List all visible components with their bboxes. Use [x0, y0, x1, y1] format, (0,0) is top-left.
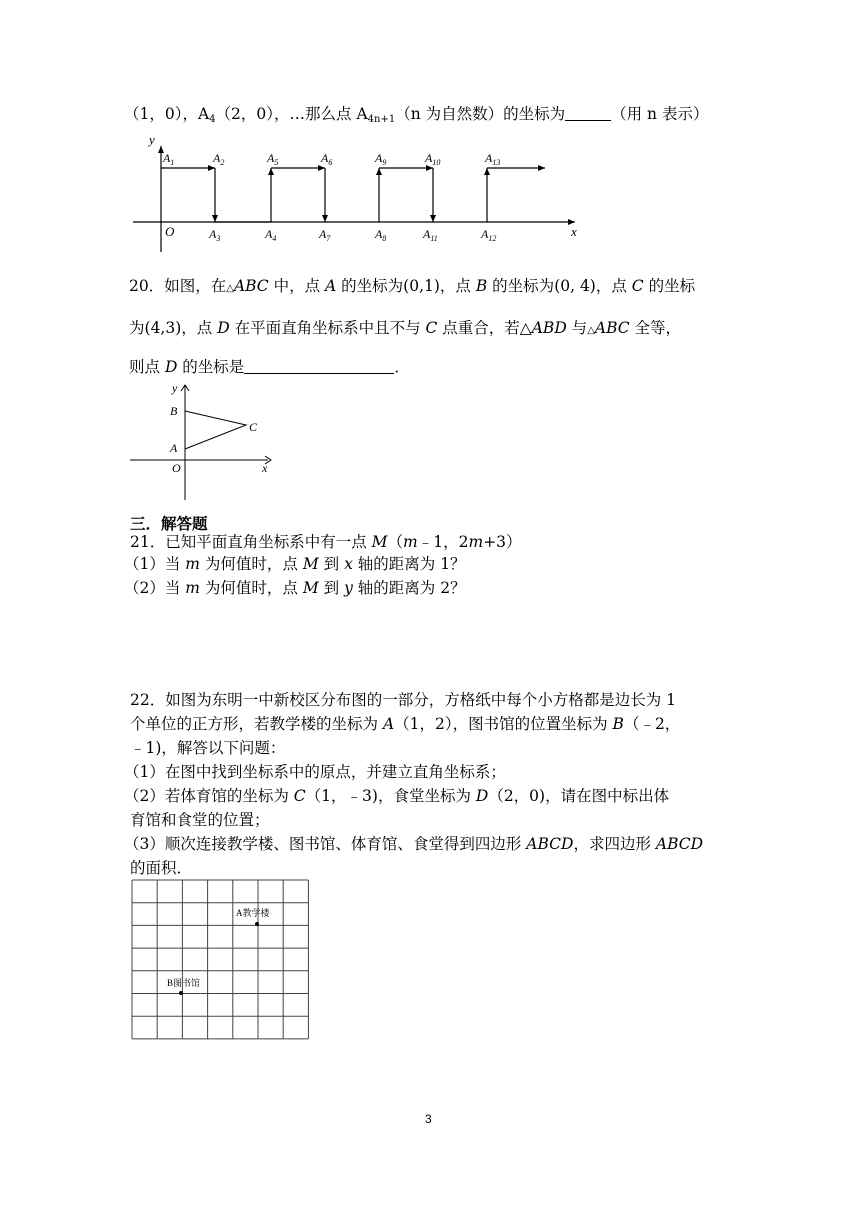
y-label: y [149, 132, 155, 147]
bottom-point-labels [208, 227, 496, 243]
q22-part2-cont: 育馆和食堂的位置； [130, 811, 270, 829]
bottom-point-label-4: $A_{11}$ [423, 227, 438, 243]
q20-line1: 20．如图，在△ABC 中，点 A 的坐标为(0,1)，点 B 的坐标为(0, 4)，点 C 的坐标 [129, 277, 696, 295]
page-number: 3 [425, 1112, 432, 1126]
top-point-labels [162, 151, 500, 167]
top-point-label-2: $A_5$ [267, 151, 279, 167]
q21-stem: 21．已知平面直角坐标系中有一点 M（m﹣1，2m+3） [130, 533, 522, 551]
top-point-label-3: $A_6$ [321, 151, 333, 167]
q21-part1: （1）当 m 为何值时，点 M 到 x 轴的距离为 1？ [124, 555, 466, 573]
q22-line2: 个单位的正方形，若教学楼的坐标为 A（1，2），图书馆的位置坐标为 B（﹣2， [130, 715, 681, 733]
point-a [255, 922, 259, 926]
campus-grid [130, 878, 310, 1042]
svg-text:x: x [262, 461, 268, 475]
q22-part2: （2）若体育馆的坐标为 C（1，﹣3)，食堂坐标为 D（2，0)，请在图中标出体 [124, 787, 670, 805]
x-label: x [571, 224, 577, 239]
bottom-point-label-0: $A_3$ [209, 227, 221, 243]
point-b [179, 991, 183, 995]
q21-part2: （2）当 m 为何值时，点 M 到 y 轴的距离为 2？ [124, 579, 466, 597]
answer-blank [565, 106, 611, 121]
top-point-label-4: $A_9$ [375, 151, 387, 167]
top-point-label-6: $A_{13}$ [485, 151, 501, 167]
bottom-point-label-1: $A_4$ [265, 227, 277, 243]
bottom-point-label-5: $A_{12}$ [481, 227, 497, 243]
svg-text:C: C [249, 420, 258, 434]
q22-part1: （1）在图中找到坐标系中的原点，并建立直角坐标系； [124, 763, 506, 781]
top-point-label-1: $A_2$ [213, 151, 225, 167]
origin-label: O [165, 224, 175, 239]
q20-line3: 则点 D 的坐标是 ． [129, 358, 410, 376]
svg-text:y: y [172, 382, 178, 395]
answer-blank [244, 359, 394, 374]
q19-text: （1，0），$A_4(2$，0），…那么点 $A_{4n+1}(n$ 为自然数）的坐标为 （用 n 表示） [124, 105, 709, 125]
label-a: A教学楼 [236, 908, 270, 918]
svg-text:O: O [172, 461, 181, 475]
q22-line3: ﹣1)，解答以下问题： [130, 739, 286, 757]
bottom-point-label-2: $A_7$ [319, 227, 331, 243]
svg-text:B: B [170, 404, 178, 418]
top-point-label-0: $A_1$ [163, 151, 175, 167]
zigzag-path [161, 168, 545, 222]
grid-lines [132, 880, 308, 1039]
q22-part3: （3）顺次连接教学楼、图书馆、体育馆、食堂得到四边形 ABCD，求四边形 ABCD [124, 835, 704, 853]
q22-line1: 22．如图为东明一中新校区分布图的一部分，方格纸中每个小方格都是边长为 1 [130, 691, 677, 709]
bottom-point-label-3: $A_8$ [375, 227, 387, 243]
q19-figure [125, 128, 595, 254]
triangle-abc [185, 411, 246, 449]
q20-line2: 为(4,3)，点 D 在平面直角坐标系中且不与 C 点重合，若△ABD 与△ABC 全等， [129, 319, 682, 337]
q20-figure [128, 382, 278, 504]
section-title: 三．解答题 [130, 515, 208, 533]
svg-text:A: A [170, 441, 178, 455]
top-point-label-5: $A_{10}$ [425, 151, 441, 167]
q22-part3-cont: 的面积． [130, 859, 193, 877]
label-b: B图书馆 [167, 978, 201, 988]
